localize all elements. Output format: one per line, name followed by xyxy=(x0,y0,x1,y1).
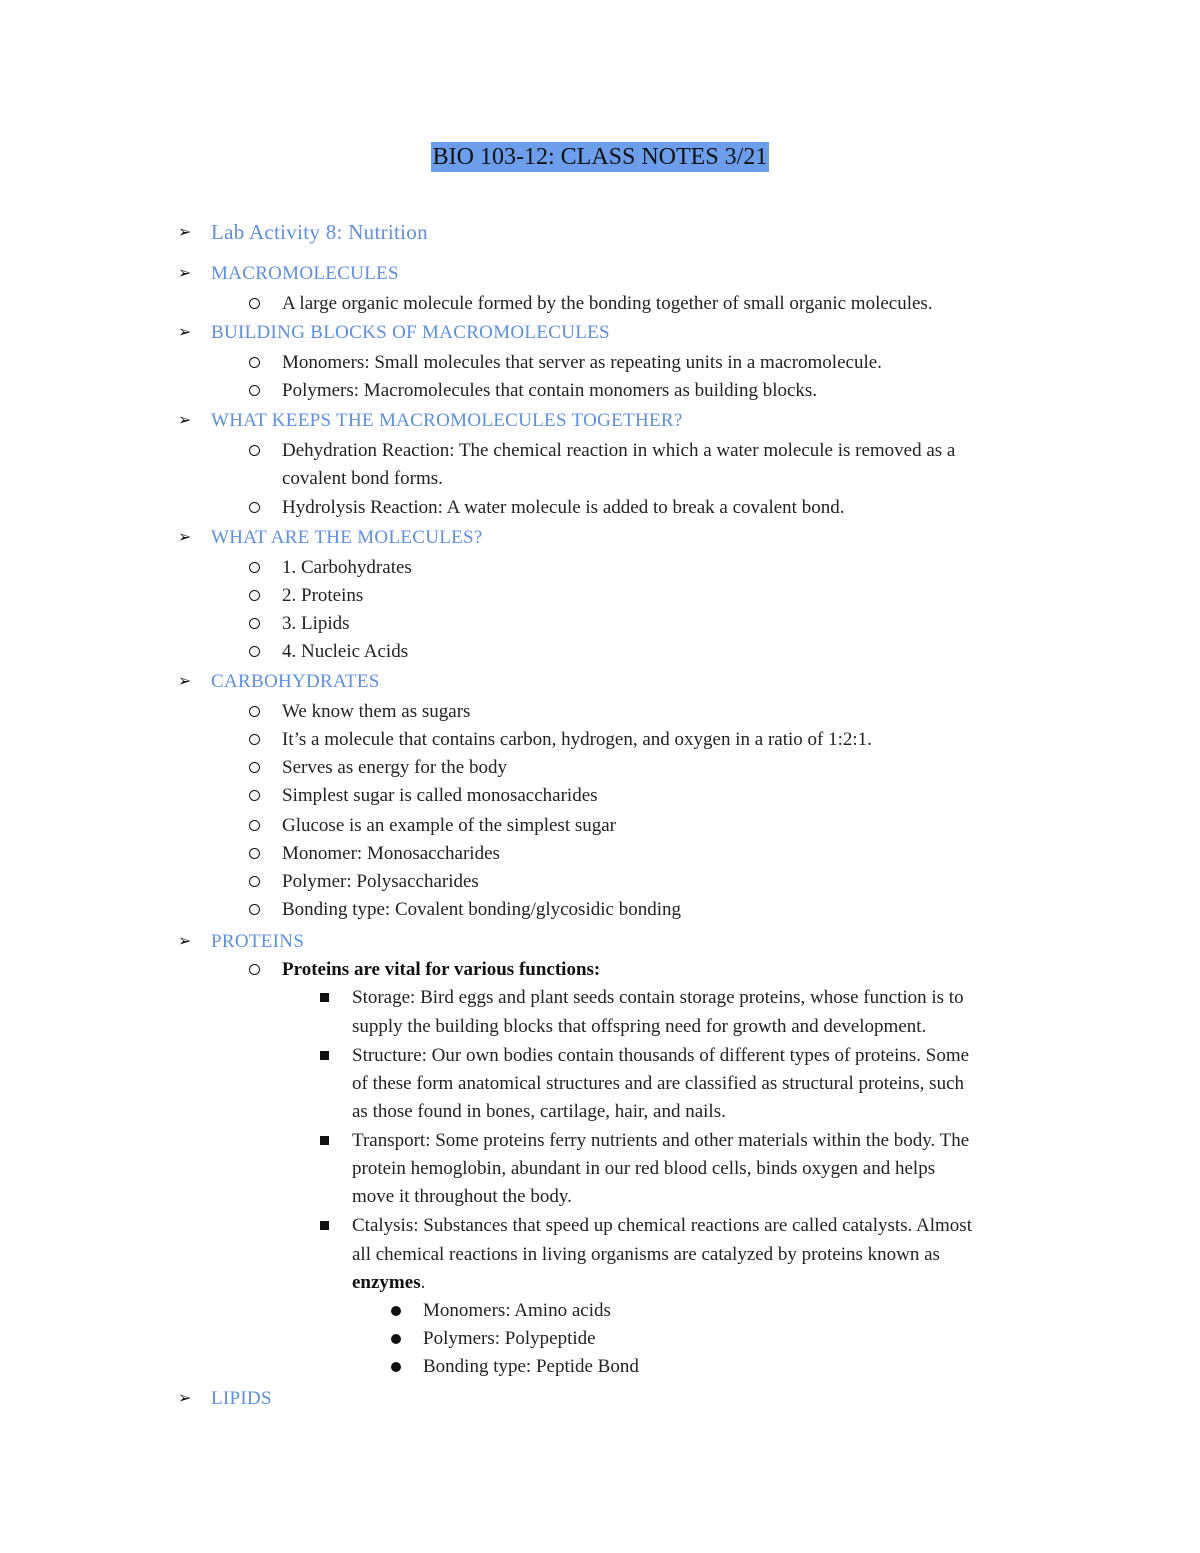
circle-bullet-icon xyxy=(249,876,260,887)
square-bullet-icon xyxy=(320,993,329,1002)
circle-bullet-icon xyxy=(249,706,260,717)
circle-bullet-icon xyxy=(249,562,260,573)
circle-bullet-icon xyxy=(249,646,260,657)
circle-bullet-icon xyxy=(249,445,260,456)
arrow-bullet-icon: ➢ xyxy=(178,933,192,950)
arrow-bullet-icon: ➢ xyxy=(178,265,192,282)
list-item: Transport: Some proteins ferry nutrients and other materials within the body. The xyxy=(352,1130,970,1151)
dot-bullet-icon xyxy=(391,1334,401,1344)
list-item: Glucose is an example of the simplest sugar xyxy=(282,815,617,836)
circle-bullet-icon xyxy=(249,618,260,629)
list-item: Serves as energy for the body xyxy=(282,757,507,778)
list-item: Simplest sugar is called monosaccharides xyxy=(282,785,598,806)
page-title: BIO 103-12: CLASS NOTES 3/21 xyxy=(432,144,768,170)
arrow-bullet-icon: ➢ xyxy=(178,673,192,690)
circle-bullet-icon xyxy=(249,590,260,601)
list-item: Polymers: Polypeptide xyxy=(423,1328,596,1349)
heading-macromolecules: MACROMOLECULES xyxy=(211,263,399,284)
circle-bullet-icon xyxy=(249,964,260,975)
arrow-bullet-icon: ➢ xyxy=(178,324,192,341)
list-item-continuation: all chemical reactions in living organisms are catalyzed by proteins known as xyxy=(352,1244,940,1265)
list-item: Monomer: Monosaccharides xyxy=(282,843,500,864)
list-item: Monomers: Amino acids xyxy=(423,1300,611,1321)
square-bullet-icon xyxy=(320,1051,329,1060)
heading-lab-activity: Lab Activity 8: Nutrition xyxy=(211,220,428,244)
list-item: Ctalysis: Substances that speed up chemical reactions are called catalysts. Almost xyxy=(352,1215,972,1236)
list-item-continuation: supply the building blocks that offspring need for growth and development. xyxy=(352,1016,927,1037)
list-item: 4. Nucleic Acids xyxy=(282,641,409,662)
enzymes-period: . xyxy=(420,1272,426,1293)
heading-proteins: PROTEINS xyxy=(211,931,305,952)
list-item: A large organic molecule formed by the bonding together of small organic molecules. xyxy=(282,293,933,314)
list-item: Polymer: Polysaccharides xyxy=(282,871,479,892)
heading-lipids: LIPIDS xyxy=(211,1388,272,1409)
circle-bullet-icon xyxy=(249,762,260,773)
list-item: Structure: Our own bodies contain thousands of different types of proteins. Some xyxy=(352,1045,970,1066)
square-bullet-icon xyxy=(320,1136,329,1145)
list-item-continuation: protein hemoglobin, abundant in our red blood cells, binds oxygen and helps xyxy=(352,1158,936,1179)
list-item: Monomers: Small molecules that server as repeating units in a macromolecule. xyxy=(282,352,882,373)
heading-building-blocks: BUILDING BLOCKS OF MACROMOLECULES xyxy=(211,322,610,343)
square-bullet-icon xyxy=(320,1221,329,1230)
circle-bullet-icon xyxy=(249,820,260,831)
list-item: Hydrolysis Reaction: A water molecule is added to break a covalent bond. xyxy=(282,497,845,518)
circle-bullet-icon xyxy=(249,385,260,396)
circle-bullet-icon xyxy=(249,734,260,745)
title-wrap xyxy=(0,142,1200,172)
circle-bullet-icon xyxy=(249,790,260,801)
arrow-bullet-icon: ➢ xyxy=(178,1390,192,1407)
enzymes-line xyxy=(352,1272,425,1294)
list-item: Bonding type: Peptide Bond xyxy=(423,1356,639,1377)
list-item: Polymers: Macromolecules that contain monomers as building blocks. xyxy=(282,380,818,401)
dot-bullet-icon xyxy=(391,1306,401,1316)
circle-bullet-icon xyxy=(249,357,260,368)
circle-bullet-icon xyxy=(249,298,260,309)
proteins-intro: Proteins are vital for various functions: xyxy=(282,959,601,980)
heading-what-keeps-together: WHAT KEEPS THE MACROMOLECULES TOGETHER? xyxy=(211,410,683,431)
list-item: 2. Proteins xyxy=(282,585,364,606)
list-item-continuation: covalent bond forms. xyxy=(282,468,443,489)
circle-bullet-icon xyxy=(249,848,260,859)
circle-bullet-icon xyxy=(249,502,260,513)
list-item: It’s a molecule that contains carbon, hydrogen, and oxygen in a ratio of 1:2:1. xyxy=(282,729,872,750)
arrow-bullet-icon: ➢ xyxy=(178,529,192,546)
list-item: Bonding type: Covalent bonding/glycosidic bonding xyxy=(282,899,681,920)
dot-bullet-icon xyxy=(391,1362,401,1372)
arrow-bullet-icon: ➢ xyxy=(178,224,192,241)
list-item: Dehydration Reaction: The chemical reaction in which a water molecule is removed as a xyxy=(282,440,956,461)
list-item: 3. Lipids xyxy=(282,613,350,634)
heading-what-are-molecules: WHAT ARE THE MOLECULES? xyxy=(211,527,483,548)
list-item-continuation: move it throughout the body. xyxy=(352,1186,572,1207)
list-item-continuation: of these form anatomical structures and are classified as structural proteins, such xyxy=(352,1073,965,1094)
enzymes-term: enzymes xyxy=(352,1272,421,1293)
list-item: We know them as sugars xyxy=(282,701,471,722)
arrow-bullet-icon: ➢ xyxy=(178,412,192,429)
circle-bullet-icon xyxy=(249,904,260,915)
list-item-continuation: as those found in bones, cartilage, hair, and nails. xyxy=(352,1101,726,1122)
list-item: Storage: Bird eggs and plant seeds contain storage proteins, whose function is to xyxy=(352,987,964,1008)
list-item: 1. Carbohydrates xyxy=(282,557,412,578)
heading-carbohydrates: CARBOHYDRATES xyxy=(211,671,380,692)
